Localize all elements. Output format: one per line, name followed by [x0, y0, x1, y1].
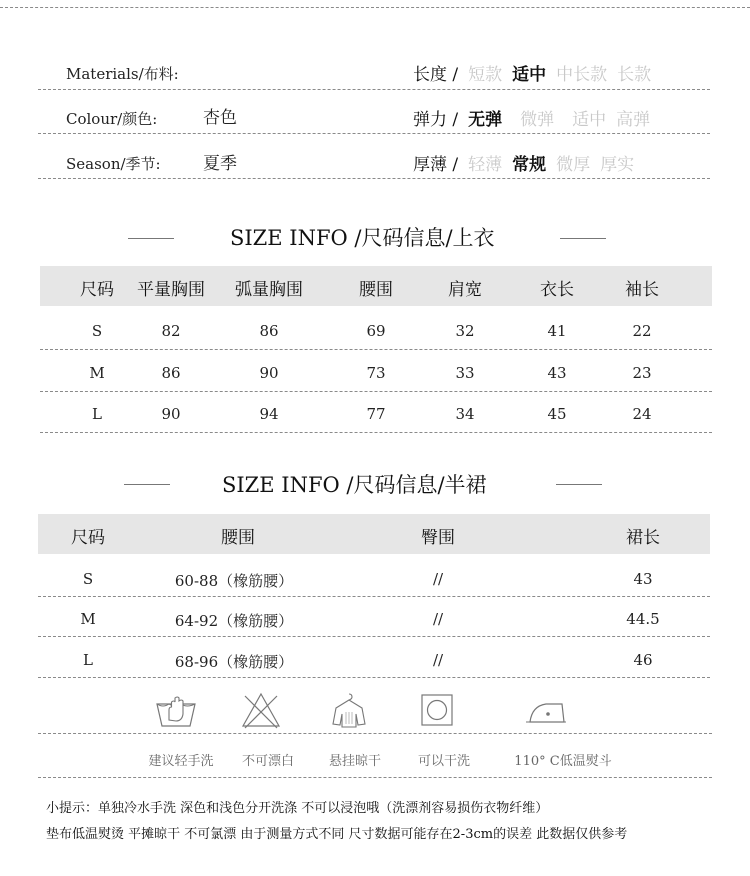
thickness-options — [413, 150, 634, 175]
cell-size: S — [82, 570, 94, 588]
row-divider — [38, 636, 710, 637]
colour-label: Colour/颜色: — [66, 110, 158, 128]
header-hip: 臀围 — [421, 528, 455, 548]
elasticity-option-high: 高弹 — [616, 110, 651, 130]
cell-shoulder: 33 — [455, 364, 475, 382]
length-option-medium: 适中 — [512, 65, 547, 85]
cell-waist: 60-88（橡筋腰） — [174, 572, 294, 590]
care-label-no-bleach: 不可漂白 — [241, 754, 295, 769]
hand-wash-icon — [154, 690, 198, 730]
cell-skirt-length: 43 — [633, 570, 653, 588]
elasticity-option-slight: 微弹 — [520, 110, 555, 130]
elasticity-option-medium: 适中 — [572, 110, 607, 130]
header-size: 尺码 — [71, 528, 105, 548]
row-divider — [40, 432, 712, 433]
row-divider — [38, 596, 710, 597]
header-sleeve: 袖长 — [625, 280, 659, 300]
cell-hip: // — [432, 610, 444, 628]
cell-size: S — [91, 322, 103, 340]
top-divider — [0, 7, 750, 8]
cell-sleeve: 24 — [632, 405, 652, 423]
row-divider — [38, 89, 710, 90]
thickness-option-regular: 常规 — [512, 155, 547, 175]
thickness-option-thick: 微厚 — [556, 155, 591, 175]
cell-size: L — [92, 405, 102, 423]
top-table-title: SIZE INFO /尺码信息/上衣 — [230, 226, 495, 250]
hang-dry-icon — [327, 690, 371, 730]
top-table-header — [40, 266, 712, 306]
elasticity-label: 弹力 / — [413, 110, 459, 130]
header-skirt-length: 裙长 — [626, 528, 660, 548]
row-divider — [38, 178, 710, 179]
materials-label: Materials/布料: — [66, 65, 179, 83]
care-note-line1: 小提示：单独冷水手洗 深色和浅色分开洗涤 不可以浸泡哦（洗漂剂容易损伤衣物纤维） — [46, 801, 549, 816]
elasticity-options — [413, 105, 650, 130]
no-bleach-icon — [239, 690, 283, 730]
length-option-long: 长款 — [617, 65, 652, 85]
header-waist: 腰围 — [359, 280, 393, 300]
cell-size: L — [83, 651, 93, 669]
thickness-option-thin: 轻薄 — [468, 155, 503, 175]
cell-waist: 73 — [366, 364, 386, 382]
cell-flat-chest: 82 — [161, 322, 181, 340]
length-options — [413, 60, 651, 85]
care-label-iron: 110° C低温熨斗 — [514, 754, 612, 769]
cell-waist: 68-96（橡筋腰） — [174, 653, 294, 671]
thickness-option-extra-thick: 厚实 — [600, 155, 635, 175]
length-option-mid-long: 中长款 — [556, 65, 608, 85]
header-arc-chest: 弧量胸围 — [235, 280, 303, 300]
season-label: Season/季节: — [66, 155, 161, 173]
row-divider — [40, 349, 712, 350]
cell-waist: 69 — [366, 322, 386, 340]
care-divider — [38, 733, 712, 734]
cell-waist: 64-92（橡筋腰） — [174, 612, 294, 630]
care-label-dry-clean: 可以干洗 — [417, 754, 471, 769]
season-value: 夏季 — [203, 154, 237, 174]
cell-shoulder: 34 — [455, 405, 475, 423]
length-option-short: 短款 — [468, 65, 503, 85]
iron-icon — [524, 690, 568, 730]
cell-flat-chest: 90 — [161, 405, 181, 423]
cell-hip: // — [432, 570, 444, 588]
cell-length: 43 — [547, 364, 567, 382]
header-shoulder: 肩宽 — [448, 280, 482, 300]
row-divider — [38, 133, 710, 134]
title-rule-right — [560, 238, 606, 239]
cell-hip: // — [432, 651, 444, 669]
cell-skirt-length: 46 — [633, 651, 653, 669]
title-rule-right — [556, 484, 602, 485]
elasticity-option-none: 无弹 — [468, 110, 503, 130]
cell-size: M — [89, 364, 105, 382]
cell-length: 41 — [547, 322, 567, 340]
skirt-table-header — [38, 514, 710, 554]
header-length: 衣长 — [540, 280, 574, 300]
cell-shoulder: 32 — [455, 322, 475, 340]
thickness-label: 厚薄 / — [413, 155, 459, 175]
care-note-line2: 垫布低温熨烫 平摊晾干 不可氯漂 由于测量方式不同 尺寸数据可能存在2-3cm的误差 此数据仅供参考 — [46, 827, 628, 842]
care-label-hand-wash: 建议轻手洗 — [148, 754, 214, 769]
cell-size: M — [80, 610, 96, 628]
title-rule-left — [128, 238, 174, 239]
header-flat-chest: 平量胸围 — [137, 280, 205, 300]
title-rule-left — [124, 484, 170, 485]
header-waist: 腰围 — [221, 528, 255, 548]
cell-sleeve: 22 — [632, 322, 652, 340]
length-label: 长度 / — [413, 65, 459, 85]
skirt-table-title: SIZE INFO /尺码信息/半裙 — [222, 473, 487, 497]
cell-arc-chest: 94 — [259, 405, 279, 423]
cell-skirt-length: 44.5 — [626, 610, 660, 628]
cell-waist: 77 — [366, 405, 386, 423]
cell-length: 45 — [547, 405, 567, 423]
tumble-dry-icon — [414, 690, 458, 730]
row-divider — [38, 677, 710, 678]
care-label-hang-dry: 悬挂晾干 — [328, 754, 382, 769]
cell-arc-chest: 86 — [259, 322, 279, 340]
cell-sleeve: 23 — [632, 364, 652, 382]
row-divider — [40, 391, 712, 392]
cell-arc-chest: 90 — [259, 364, 279, 382]
header-size: 尺码 — [80, 280, 114, 300]
cell-flat-chest: 86 — [161, 364, 181, 382]
care-bottom-divider — [38, 777, 712, 778]
colour-value: 杏色 — [203, 108, 237, 128]
